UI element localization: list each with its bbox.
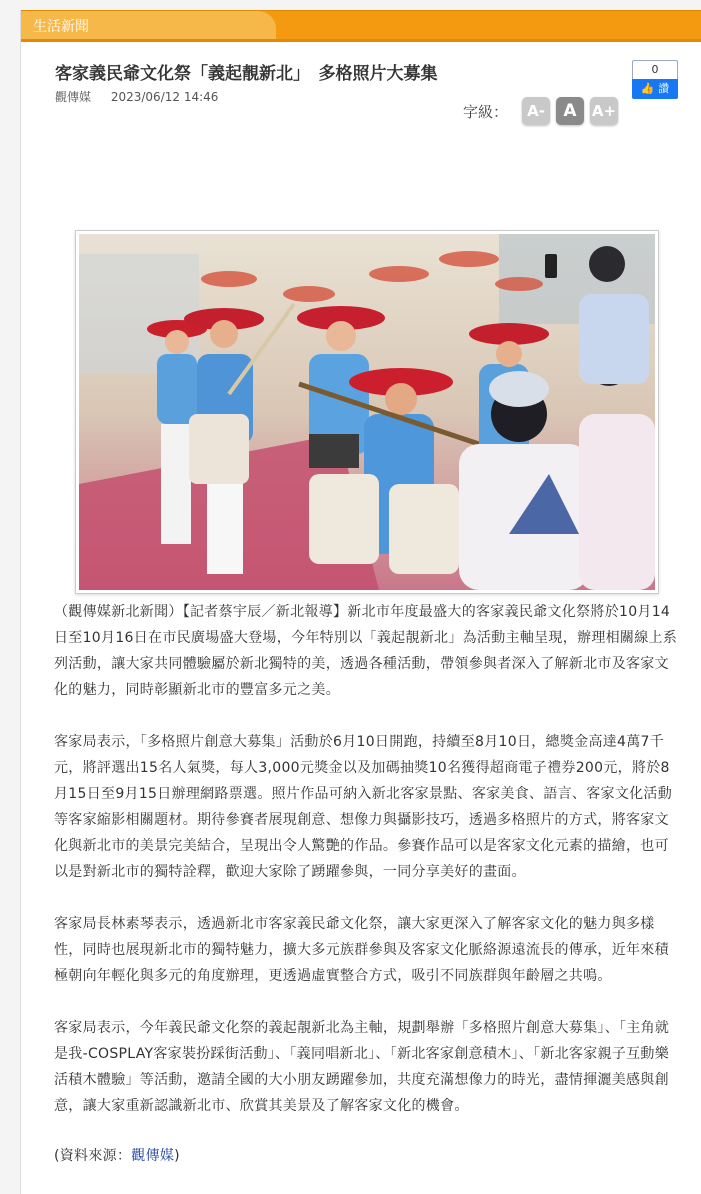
publish-datetime: 2023/06/12 14:46 [110, 90, 219, 104]
paragraph: 客家局表示，「多格照片創意大募集」活動於6月10日開跑，持續至8月10日，總獎金高達4萬7千元，將評選出15名人氣獎，每人3,000元獎金以及加碼抽獎10名獲得超商電子禮券200元，將於8月15日至9月15日辦理網路票選。照片作品可納入新北客家景點、客家美食、語言、客家文化活動等客家縮影相關題材。期待參賽者展現創意、想像力與攝影技巧，透過多格照片的方式，將客家文化與新北市的美景完美結合，呈現出令人驚艷的作品。參賽作品可以是客家文化元素的描繪，也可以是對新北市的獨特詮釋，歡迎大家除了踴躍參與，一同分享美好的畫面。 [54, 734, 673, 880]
article-photo [75, 230, 659, 594]
article-body [54, 599, 679, 1169]
section-label[interactable]: 生活新聞 [33, 19, 89, 35]
source-suffix: ) [174, 1148, 180, 1164]
font-decrease-button[interactable]: A- [522, 97, 550, 125]
font-increase-button[interactable]: A+ [590, 97, 618, 125]
font-size-controls [463, 96, 618, 126]
article-meta [55, 88, 234, 105]
source-name: 觀傳媒 [55, 90, 92, 104]
thumbs-up-icon: 👍 [640, 82, 655, 95]
section-header-bar [21, 10, 701, 42]
article-card [20, 10, 701, 1194]
font-size-label: 字級： [463, 102, 509, 121]
paragraph: 客家局長林素琴表示，透過新北市客家義民爺文化祭，讓大家更深入了解客家文化的魅力與多樣性，同時也展現新北市的獨特魅力，擴大多元族群參與及客家文化脈絡源遠流長的傳承，近年來積極朝向年輕化與多元的角度辦理，更透過虛實整合方式，吸引不同族群與年齡層之共鳴。 [54, 916, 669, 984]
like-button[interactable] [632, 79, 678, 99]
source-link[interactable]: 觀傳媒 [131, 1148, 175, 1164]
font-normal-button[interactable]: A [556, 97, 584, 125]
like-label: 讚 [658, 82, 670, 95]
source-line [54, 1143, 679, 1169]
paragraph: 客家局表示，今年義民爺文化祭的義起靚新北為主軸，規劃舉辦「多格照片創意大募集」、「主角就是我-COSPLAY客家裝扮踩街活動」、「義同唱新北」、「新北客家創意積木」、「新北客家親子互動樂活積木體驗」等活動，邀請全國的大小朋友踴躍參加，共度充滿想像力的時光，盡情揮灑美感與創意，讓大家重新認識新北市、欣賞其美景及了解客家文化的機會。 [54, 1020, 670, 1114]
festival-photo-illustration [79, 234, 655, 590]
like-count: 0 [632, 60, 678, 79]
facebook-like-widget[interactable] [632, 60, 678, 100]
paragraph: （觀傳媒新北新聞）【記者蔡宇辰／新北報導】新北市年度最盛大的客家義民爺文化祭將於10月14日至10月16日在市民廣場盛大登場，今年特別以「義起靚新北」為活動主軸呈現，辦理相關線上系列活動，讓大家共同體驗屬於新北獨特的美，透過各種活動，帶領參與者深入了解新北市及客家文化的魅力，同時彰顯新北市的豐富多元之美。 [54, 604, 678, 698]
source-prefix: (資料來源： [54, 1148, 132, 1164]
article-title: 客家義民爺文化祭「義起靚新北」 多格照片大募集 [55, 64, 438, 84]
